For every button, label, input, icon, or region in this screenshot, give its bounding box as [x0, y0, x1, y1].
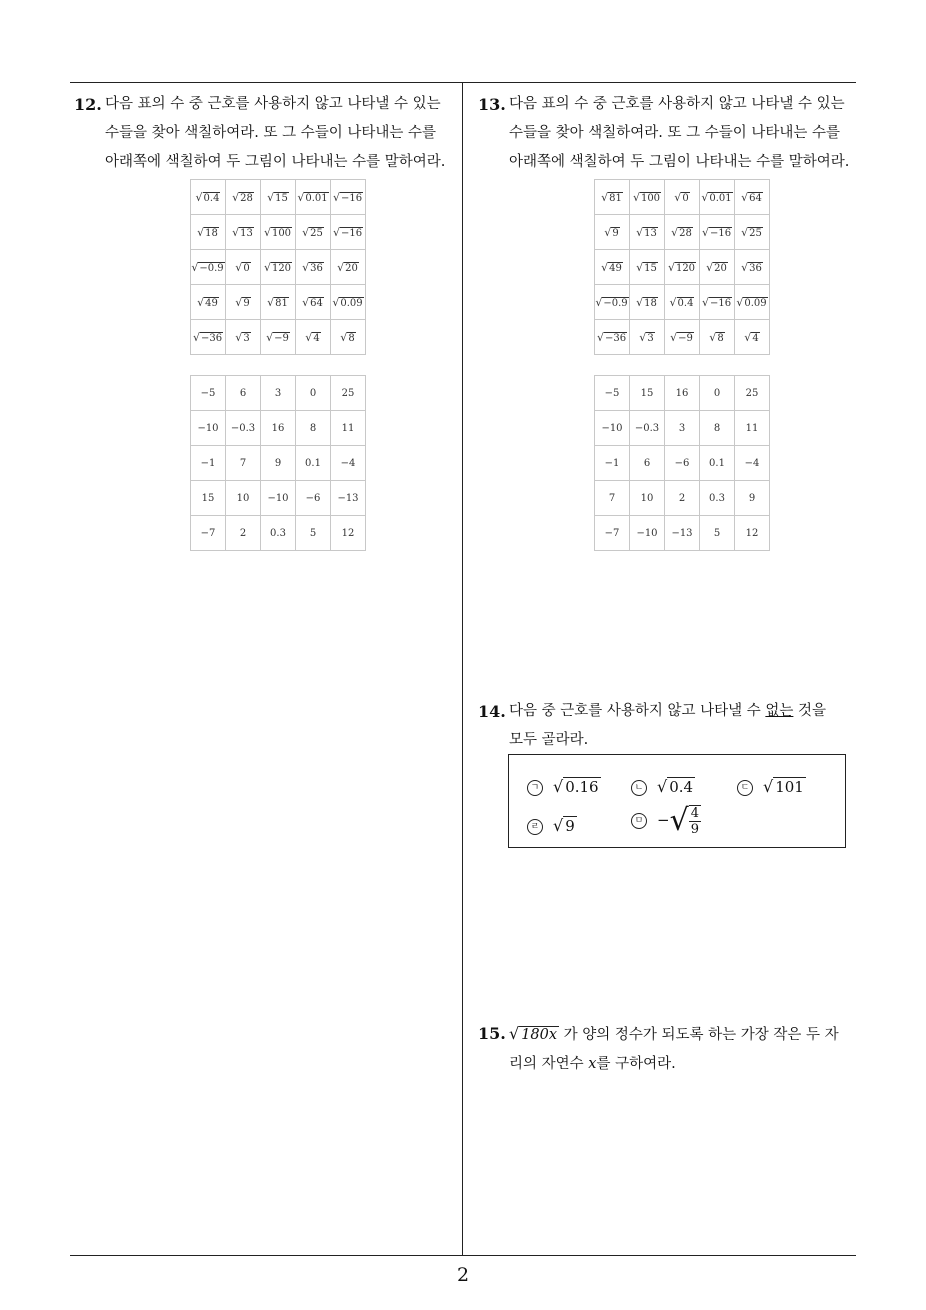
- problem-15-line-2-b: 를 구하여라.: [596, 1056, 676, 1072]
- sqrt-icon: √: [706, 260, 714, 274]
- p12-root-cell: [296, 180, 331, 215]
- choice-1: [527, 777, 601, 796]
- problem-14-number: 14.: [478, 702, 506, 721]
- sqrt-icon: √: [674, 190, 682, 204]
- sqrt-icon: √: [191, 260, 199, 274]
- p13-root-cell: [735, 180, 770, 215]
- p13-root-row: [595, 215, 770, 250]
- sqrt-icon: √: [235, 260, 243, 274]
- p13-number-cell: 0.3: [700, 481, 735, 516]
- p12-root-radicand: −36: [200, 332, 223, 344]
- problem-13-number-grid: [594, 375, 770, 551]
- p12-root-radicand: 8: [348, 332, 355, 344]
- p13-number-cell: 0.1: [700, 446, 735, 481]
- p12-number-row: [191, 481, 366, 516]
- problem-15-line-2: [509, 1050, 839, 1079]
- p13-number-cell: 9: [735, 481, 770, 516]
- p12-number-cell: −6: [296, 481, 331, 516]
- p13-number-cell: −5: [595, 376, 630, 411]
- p12-root-cell: [226, 320, 261, 355]
- p12-number-cell: 12: [331, 516, 366, 551]
- p12-root-radicand: 13: [240, 227, 253, 239]
- p12-number-cell: 5: [296, 516, 331, 551]
- choice-3-mark: ㄷ: [737, 780, 753, 796]
- p13-number-cell: 25: [735, 376, 770, 411]
- problem-14-choices-box: [508, 754, 846, 848]
- p13-root-cell: [700, 215, 735, 250]
- p12-root-cell: [191, 285, 226, 320]
- p12-root-radicand: 0.09: [340, 297, 363, 309]
- p13-root-radicand: 0.01: [709, 192, 732, 204]
- p13-root-radicand: 3: [647, 332, 654, 344]
- p13-root-radicand: 18: [644, 297, 657, 309]
- sqrt-icon: √: [235, 295, 243, 309]
- p12-root-cell: [296, 285, 331, 320]
- p12-root-radicand: 0.01: [305, 192, 328, 204]
- p13-root-radicand: 120: [675, 262, 696, 274]
- p13-number-cell: 6: [630, 446, 665, 481]
- p12-number-cell: 0.1: [296, 446, 331, 481]
- sqrt-icon: √: [667, 260, 675, 274]
- sqrt-icon: √: [267, 295, 275, 309]
- choice-1-radicand: 0.16: [565, 778, 599, 796]
- p12-root-cell: [331, 320, 366, 355]
- p12-number-cell: 3: [261, 376, 296, 411]
- p12-root-radicand: 28: [240, 192, 253, 204]
- sqrt-icon: √: [302, 295, 310, 309]
- p13-number-cell: −10: [630, 516, 665, 551]
- sqrt-icon: √: [636, 225, 644, 239]
- sqrt-icon: √: [736, 295, 744, 309]
- sqrt-icon: √: [232, 190, 240, 204]
- p13-number-cell: −4: [735, 446, 770, 481]
- p12-root-cell: [261, 215, 296, 250]
- sqrt-icon: √: [639, 330, 647, 344]
- p13-number-row: [595, 516, 770, 551]
- bottom-rule: [70, 1255, 856, 1256]
- sqrt-icon: √: [601, 260, 609, 274]
- p12-number-cell: 15: [191, 481, 226, 516]
- page-number: 2: [456, 1264, 470, 1286]
- sqrt-icon: √: [263, 225, 271, 239]
- p13-root-cell: [595, 250, 630, 285]
- p12-root-radicand: 120: [271, 262, 292, 274]
- p13-number-cell: 2: [665, 481, 700, 516]
- p12-number-cell: −7: [191, 516, 226, 551]
- p13-root-radicand: −36: [604, 332, 627, 344]
- problem-15-line-2-a: 리의 자연수: [509, 1056, 589, 1072]
- p13-number-row: [595, 446, 770, 481]
- p12-root-cell: [191, 320, 226, 355]
- problem-12-line-1: 다음 표의 수 중 근호를 사용하지 않고 나타낼 수 있는: [105, 96, 441, 112]
- sqrt-icon: √: [741, 225, 749, 239]
- choice-4: [527, 816, 577, 835]
- sqrt-icon: √: [192, 330, 200, 344]
- variable-x: x: [588, 1056, 597, 1072]
- problem-12-line-2: 수들을 찾아 색칠하여라. 또 그 수들이 나타내는 수를: [105, 125, 437, 141]
- p13-number-cell: 12: [735, 516, 770, 551]
- choice-5-fraction: [689, 805, 701, 837]
- choice-5-mark: ㅁ: [631, 813, 647, 829]
- p13-root-radicand: 4: [752, 332, 759, 344]
- sqrt-icon: √: [741, 260, 749, 274]
- p12-root-radicand: 49: [205, 297, 218, 309]
- choice-5-numerator: 4: [690, 806, 699, 821]
- p12-number-row: [191, 516, 366, 551]
- p13-number-cell: −10: [595, 411, 630, 446]
- p12-root-row: [191, 215, 366, 250]
- p13-number-cell: −13: [665, 516, 700, 551]
- choice-4-radicand: 9: [565, 817, 575, 835]
- p12-root-cell: [191, 180, 226, 215]
- sqrt-icon: √: [553, 777, 564, 796]
- p13-root-radicand: 64: [749, 192, 762, 204]
- p12-number-cell: 6: [226, 376, 261, 411]
- p12-number-cell: 16: [261, 411, 296, 446]
- p13-number-cell: 3: [665, 411, 700, 446]
- p13-root-radicand: 0.4: [677, 297, 694, 309]
- p12-root-cell: [226, 285, 261, 320]
- p12-number-cell: −10: [191, 411, 226, 446]
- p13-root-radicand: −16: [709, 227, 732, 239]
- sqrt-icon: √: [332, 225, 340, 239]
- p13-root-radicand: 0.09: [744, 297, 767, 309]
- p12-root-radicand: 0.4: [203, 192, 220, 204]
- p12-number-cell: −1: [191, 446, 226, 481]
- p13-number-cell: 15: [630, 376, 665, 411]
- p12-number-cell: −0.3: [226, 411, 261, 446]
- sqrt-icon: √: [595, 295, 603, 309]
- sqrt-icon: √: [669, 295, 677, 309]
- p13-root-cell: [700, 285, 735, 320]
- p13-root-cell: [595, 320, 630, 355]
- p13-root-cell: [735, 285, 770, 320]
- sqrt-icon: √: [305, 330, 313, 344]
- p12-root-row: [191, 250, 366, 285]
- p13-root-cell: [665, 250, 700, 285]
- p13-root-radicand: 9: [612, 227, 619, 239]
- sqrt-icon: √: [671, 225, 679, 239]
- p13-root-radicand: 0: [682, 192, 689, 204]
- problem-12-line-3: 아래쪽에 색칠하여 두 그림이 나타내는 수를 말하여라.: [105, 154, 446, 170]
- sqrt-icon: √: [332, 295, 340, 309]
- p12-root-radicand: −0.9: [199, 262, 224, 274]
- p12-root-row: [191, 285, 366, 320]
- problem-14-line-1: [509, 697, 826, 726]
- choice-3: [737, 777, 806, 796]
- p13-number-row: [595, 481, 770, 516]
- sqrt-icon: √: [670, 330, 678, 344]
- p12-number-cell: −4: [331, 446, 366, 481]
- problem-13-number: 13.: [478, 95, 506, 114]
- p13-number-cell: 5: [700, 516, 735, 551]
- p12-root-cell: [296, 320, 331, 355]
- sqrt-icon: √: [263, 260, 271, 274]
- problem-15-line-1-text: 가 양의 정수가 되도록 하는 가장 작은 두 자: [559, 1027, 839, 1043]
- sqrt-icon: √: [741, 190, 749, 204]
- sqrt-icon: √: [744, 330, 752, 344]
- p12-root-radicand: 81: [275, 297, 288, 309]
- p12-number-row: [191, 446, 366, 481]
- p13-root-radicand: 28: [679, 227, 692, 239]
- p13-number-cell: 11: [735, 411, 770, 446]
- p12-root-cell: [261, 320, 296, 355]
- sqrt-icon: √: [632, 190, 640, 204]
- p13-root-row: [595, 180, 770, 215]
- p12-root-radicand: 3: [243, 332, 250, 344]
- p12-root-cell: [261, 250, 296, 285]
- p12-root-cell: [226, 215, 261, 250]
- sqrt-icon: √: [763, 777, 774, 796]
- p13-number-cell: −6: [665, 446, 700, 481]
- p13-root-cell: [700, 250, 735, 285]
- p13-root-cell: [595, 215, 630, 250]
- sqrt-icon: √: [232, 225, 240, 239]
- p12-number-cell: −13: [331, 481, 366, 516]
- p13-root-cell: [735, 215, 770, 250]
- p12-root-cell: [331, 250, 366, 285]
- p12-root-cell: [191, 215, 226, 250]
- p12-number-cell: 7: [226, 446, 261, 481]
- p12-root-cell: [296, 215, 331, 250]
- p13-root-radicand: 20: [714, 262, 727, 274]
- p12-number-cell: 2: [226, 516, 261, 551]
- p12-root-radicand: 100: [271, 227, 292, 239]
- problem-15-number: 15.: [478, 1024, 506, 1043]
- problem-14-line-1-b: 것을: [793, 703, 827, 719]
- p13-number-row: [595, 411, 770, 446]
- choice-5-denominator: 9: [690, 822, 699, 837]
- p13-root-cell: [665, 180, 700, 215]
- p12-root-row: [191, 180, 366, 215]
- p12-root-cell: [226, 180, 261, 215]
- p13-root-cell: [665, 320, 700, 355]
- sqrt-icon: √: [197, 295, 205, 309]
- p12-root-radicand: 36: [310, 262, 323, 274]
- p13-root-cell: [630, 320, 665, 355]
- sqrt-icon: √: [701, 295, 709, 309]
- p13-root-cell: [630, 215, 665, 250]
- p13-root-cell: [630, 250, 665, 285]
- problem-13-line-2: 수들을 찾아 색칠하여라. 또 그 수들이 나타내는 수를: [509, 125, 841, 141]
- p12-root-radicand: 18: [205, 227, 218, 239]
- choice-5-minus: −: [657, 811, 670, 829]
- p13-root-radicand: −9: [678, 332, 693, 344]
- p13-root-cell: [735, 320, 770, 355]
- p13-root-cell: [665, 285, 700, 320]
- problem-13-line-3: 아래쪽에 색칠하여 두 그림이 나타내는 수를 말하여라.: [509, 154, 850, 170]
- sqrt-icon: √: [195, 190, 203, 204]
- p13-number-cell: 10: [630, 481, 665, 516]
- p13-root-row: [595, 285, 770, 320]
- sqrt-icon: √: [596, 330, 604, 344]
- p12-root-radicand: 15: [275, 192, 288, 204]
- sqrt-icon: √: [197, 225, 205, 239]
- choice-5: [631, 805, 701, 837]
- sqrt-icon: √: [302, 260, 310, 274]
- p13-number-row: [595, 376, 770, 411]
- p12-root-radicand: 20: [345, 262, 358, 274]
- p12-root-cell: [331, 180, 366, 215]
- p13-root-row: [595, 320, 770, 355]
- p12-root-radicand: −9: [274, 332, 289, 344]
- choice-4-mark: ㄹ: [527, 819, 543, 835]
- p13-number-cell: −0.3: [630, 411, 665, 446]
- problem-12-number-grid: [190, 375, 366, 551]
- sqrt-icon: √: [337, 260, 345, 274]
- choice-2: [631, 777, 695, 796]
- sqrt-icon: √: [709, 330, 717, 344]
- sqrt-icon: √: [509, 1024, 520, 1043]
- p12-root-radicand: 64: [310, 297, 323, 309]
- p13-number-cell: −7: [595, 516, 630, 551]
- problem-15-radicand: 180x: [521, 1027, 558, 1043]
- p13-root-cell: [595, 180, 630, 215]
- p12-root-cell: [331, 215, 366, 250]
- problem-12-root-grid: [190, 179, 366, 355]
- p13-root-row: [595, 250, 770, 285]
- p12-root-cell: [261, 180, 296, 215]
- choice-1-mark: ㄱ: [527, 780, 543, 796]
- p12-number-cell: 10: [226, 481, 261, 516]
- p12-root-cell: [191, 250, 226, 285]
- top-rule: [70, 82, 856, 83]
- column-divider: [462, 83, 463, 1255]
- sqrt-icon: √: [332, 190, 340, 204]
- p13-number-cell: 8: [700, 411, 735, 446]
- choice-3-radicand: 101: [775, 778, 804, 796]
- sqrt-icon: √: [267, 190, 275, 204]
- p13-number-cell: 16: [665, 376, 700, 411]
- sqrt-icon: √: [657, 777, 668, 796]
- problem-12-number: 12.: [74, 95, 102, 114]
- problem-13-line-1: 다음 표의 수 중 근호를 사용하지 않고 나타낼 수 있는: [509, 96, 845, 112]
- p12-root-radicand: 4: [313, 332, 320, 344]
- sqrt-icon: √: [604, 225, 612, 239]
- p12-number-cell: 11: [331, 411, 366, 446]
- p13-number-cell: 0: [700, 376, 735, 411]
- p13-root-cell: [595, 285, 630, 320]
- sqrt-icon: √: [669, 803, 689, 838]
- p12-root-radicand: 0: [243, 262, 250, 274]
- p13-root-cell: [700, 180, 735, 215]
- choice-2-mark: ㄴ: [631, 780, 647, 796]
- problem-15-line-1: [509, 1019, 839, 1050]
- sqrt-icon: √: [302, 225, 310, 239]
- problem-14-line-2: 모두 골라라.: [509, 732, 589, 748]
- p13-number-cell: −1: [595, 446, 630, 481]
- p13-root-cell: [630, 285, 665, 320]
- p13-root-radicand: 25: [749, 227, 762, 239]
- sqrt-icon: √: [701, 190, 709, 204]
- p12-root-radicand: 25: [310, 227, 323, 239]
- p12-root-radicand: −16: [340, 192, 363, 204]
- problem-13-root-grid: [594, 179, 770, 355]
- choice-2-radicand: 0.4: [669, 778, 694, 796]
- p12-number-cell: 8: [296, 411, 331, 446]
- p13-root-radicand: 81: [609, 192, 622, 204]
- p12-root-cell: [261, 285, 296, 320]
- p12-root-cell: [296, 250, 331, 285]
- p13-root-radicand: 15: [644, 262, 657, 274]
- p13-root-radicand: 8: [717, 332, 724, 344]
- p12-root-cell: [226, 250, 261, 285]
- p13-root-cell: [700, 320, 735, 355]
- p12-number-cell: 0.3: [261, 516, 296, 551]
- p12-number-cell: 9: [261, 446, 296, 481]
- sqrt-icon: √: [701, 225, 709, 239]
- p12-root-radicand: 9: [243, 297, 250, 309]
- sqrt-icon: √: [636, 260, 644, 274]
- p12-number-cell: 0: [296, 376, 331, 411]
- problem-14-line-1-a: 다음 중 근호를 사용하지 않고 나타낼 수: [509, 703, 766, 719]
- sqrt-icon: √: [340, 330, 348, 344]
- p12-root-radicand: −16: [340, 227, 363, 239]
- sqrt-icon: √: [297, 190, 305, 204]
- p13-root-radicand: 36: [749, 262, 762, 274]
- sqrt-icon: √: [235, 330, 243, 344]
- p13-root-radicand: −0.9: [603, 297, 628, 309]
- sqrt-icon: √: [636, 295, 644, 309]
- p12-number-row: [191, 376, 366, 411]
- p13-root-cell: [665, 215, 700, 250]
- p12-number-row: [191, 411, 366, 446]
- sqrt-icon: √: [553, 816, 564, 835]
- p12-root-cell: [331, 285, 366, 320]
- p12-root-row: [191, 320, 366, 355]
- p13-root-cell: [735, 250, 770, 285]
- sqrt-icon: √: [601, 190, 609, 204]
- p12-number-cell: −10: [261, 481, 296, 516]
- p12-number-cell: −5: [191, 376, 226, 411]
- underlined-word: 없는: [765, 703, 794, 719]
- p13-root-cell: [630, 180, 665, 215]
- p12-number-cell: 25: [331, 376, 366, 411]
- sqrt-icon: √: [266, 330, 274, 344]
- p13-root-radicand: 100: [640, 192, 661, 204]
- p13-root-radicand: −16: [709, 297, 732, 309]
- p13-root-radicand: 13: [644, 227, 657, 239]
- p13-number-cell: 7: [595, 481, 630, 516]
- p13-root-radicand: 49: [609, 262, 622, 274]
